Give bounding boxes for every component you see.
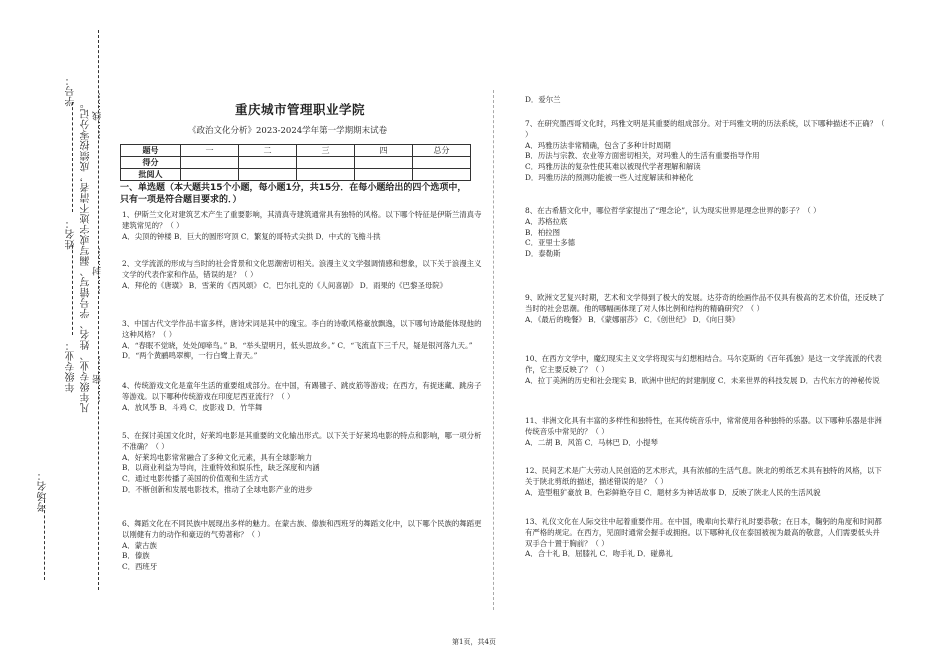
grader-row bbox=[121, 169, 471, 181]
grade-label: 年级专业： bbox=[66, 340, 77, 393]
question-options: A．合十礼 B．屈膝礼 C．吻手礼 D．碰鼻礼 bbox=[525, 549, 673, 559]
name-label: 姓名： bbox=[66, 218, 77, 250]
question-option: B．以商业利益为导向，注重特效和娱乐性，缺乏深度和内涵 bbox=[122, 463, 320, 473]
question-option: D．不断创新和发展电影技术，推动了全球电影产业的进步 bbox=[122, 484, 313, 494]
score-cell[interactable] bbox=[239, 157, 297, 169]
seal-feng-text: ……封…… bbox=[93, 247, 103, 295]
question-7 bbox=[525, 119, 885, 184]
question-stem: 1、伊斯兰文化对建筑艺术产生了重要影响，其清真寺建筑通常具有独特的风格。以下哪个特征是伊斯兰清真寺建筑常见的？（ ） bbox=[122, 210, 482, 230]
question-8 bbox=[525, 206, 885, 260]
score-table-header-row bbox=[121, 145, 471, 157]
question-5 bbox=[122, 431, 482, 496]
score-cell[interactable] bbox=[181, 157, 239, 169]
question-11 bbox=[525, 416, 885, 448]
grader-cell[interactable] bbox=[413, 169, 471, 181]
question-4 bbox=[122, 381, 482, 413]
binding-strip bbox=[0, 0, 110, 672]
student-id-label: 学号： bbox=[66, 75, 77, 107]
score-row-label: 得分 bbox=[121, 157, 181, 169]
question-stem: 8、在古希腊文化中，哪位哲学家提出了“理念论”，认为现实世界是理念世界的影子？（ ） bbox=[525, 206, 821, 215]
question-option: C．玛雅历法的复杂性使其难以被现代学者理解和解读 bbox=[525, 162, 701, 172]
question-stem: 9、欧洲文艺复兴时期，艺术和文学得到了极大的发展。达芬奇的绘画作品不仅具有极高的艺术价值，还反映了当时的社会思潮。他的哪幅画体现了对人体比例和结构的精确研究？（ ） bbox=[525, 293, 885, 313]
grader-row-label: 批阅人 bbox=[121, 169, 181, 181]
score-header-cell: 题号 bbox=[121, 145, 181, 157]
question-stem: 5、在探讨美国文化时，好莱坞电影是其重要的文化输出形式。以下关于好莱坞电影的特点和影响，哪一项分析不准确？（ ） bbox=[122, 431, 482, 451]
question-1 bbox=[122, 210, 482, 242]
score-header-cell: 总分 bbox=[413, 145, 471, 157]
section-heading: 一、单选题（本大题共15个小题，每小题1分，共15分．在每小题给出的四个选项中，只有一项是符合题目要求的．） bbox=[120, 183, 467, 205]
question-stem: 7、在研究墨西哥文化时，玛雅文明是其重要的组成部分。对于玛雅文明的历法系统，以下哪种描述不正确？（ ） bbox=[525, 119, 885, 139]
question-option: D．玛雅历法的预测功能被一些人过度解读和神秘化 bbox=[525, 172, 694, 182]
question-option: A．好莱坞电影常常融合了多种文化元素，具有全球影响力 bbox=[122, 452, 313, 462]
question-options: A．“春眠不觉晓，处处闻啼鸟。” B．“举头望明月，低头思故乡。” C．“飞流直下三千尺，疑是银河落九天。” D．“两个黄鹂鸣翠柳，一行白鹭上青天。” bbox=[122, 340, 473, 361]
question-6 bbox=[122, 519, 482, 573]
question-options: A．《最后的晚餐》 B．《蒙娜丽莎》 C．《创世纪》 D．《向日葵》 bbox=[525, 314, 740, 324]
exam-title: 《政治文化分析》2023-2024学年第一学期期末试卷 bbox=[188, 126, 388, 136]
question-3 bbox=[122, 319, 482, 362]
seal-line-text: ……线…… bbox=[93, 92, 103, 140]
question-2 bbox=[122, 259, 482, 291]
question-options: A．尖顶的钟楼 B．巨大的圆形穹顶 C．繁复的哥特式尖拱 D．中式的飞檐斗拱 bbox=[122, 231, 381, 241]
grader-cell[interactable] bbox=[181, 169, 239, 181]
name-line bbox=[72, 245, 73, 335]
question-stem: 2、文学流派的形成与当时的社会背景和文化思潮密切相关。浪漫主义文学强调情感和想象，以下关于浪漫主义文学的代表作家和作品，错误的是？（ ） bbox=[122, 259, 482, 279]
seal-mi-text: ……密…… bbox=[93, 355, 103, 403]
exam-room-label: 考场名： bbox=[38, 470, 49, 512]
question-option: D．爱尔兰 bbox=[525, 95, 561, 104]
score-header-cell: 三 bbox=[297, 145, 355, 157]
question-stem: 4、传统游戏文化是童年生活的重要组成部分。在中国，有踢毽子、跳皮筋等游戏；在西方，有捉迷藏、跳房子等游戏。以下哪种传统游戏在印度尼西亚流行？（ ） bbox=[122, 381, 482, 401]
question-12 bbox=[525, 466, 885, 498]
score-cell[interactable] bbox=[355, 157, 413, 169]
score-header-cell: 四 bbox=[355, 145, 413, 157]
score-cell[interactable] bbox=[413, 157, 471, 169]
question-options: A．拉丁美洲的历史和社会现实 B．欧洲中世纪的封建制度 C．未来世界的科技发展 D．古代东方的神秘传说 bbox=[525, 375, 880, 385]
question-option: D．泰勒斯 bbox=[525, 249, 561, 259]
question-stem: 10、在西方文学中，魔幻现实主义文学将现实与幻想相结合。马尔克斯的《百年孤独》是这一文学流派的代表作，它主要反映了？（ ） bbox=[525, 354, 882, 374]
question-options: A．二胡 B．风笛 C．马林巴 D．小提琴 bbox=[525, 437, 658, 447]
question-options: A．放风筝 B．斗鸡 C．皮影戏 D．竹竿舞 bbox=[122, 402, 263, 412]
grader-cell[interactable] bbox=[355, 169, 413, 181]
question-stem: 13、礼仪文化在人际交往中起着重要作用。在中国，晚辈向长辈行礼时要恭敬；在日本，鞠躬的角度和时间都有严格的规定。在西方，见面时通常会握手或拥抱。以下哪种礼仪在泰国被视为最高的敬意，人们需要低头并双手合十置于胸前？（ ） bbox=[525, 517, 882, 548]
question-option: C．西班牙 bbox=[122, 562, 158, 572]
question-stem: 3、中国古代文学作品丰富多样，唐诗宋词是其中的瑰宝。李白的诗歌风格豪放飘逸，以下哪句诗最能体现他的这种风格？（ ） bbox=[122, 319, 482, 339]
question-option: C．亚里士多德 bbox=[525, 238, 575, 248]
exam-room-line bbox=[44, 500, 45, 580]
question-9 bbox=[525, 293, 885, 325]
question-option: B．傣族 bbox=[122, 551, 150, 561]
question-stem: 6、舞蹈文化在不同民族中展现出多样的魅力。在蒙古族、傣族和西班牙的舞蹈文化中，以下哪个民族的舞蹈更以刚健有力的动作和豪迈的气势著称？（ ） bbox=[122, 519, 482, 539]
score-cell[interactable] bbox=[297, 157, 355, 169]
question-6-continued bbox=[525, 95, 885, 106]
score-header-cell: 二 bbox=[239, 145, 297, 157]
school-title: 重庆城市管理职业学院 bbox=[235, 102, 366, 117]
question-option: C．通过电影传播了美国的价值观和生活方式 bbox=[122, 474, 269, 484]
score-table bbox=[120, 144, 471, 181]
question-13 bbox=[525, 517, 885, 560]
student-id-line bbox=[72, 102, 73, 212]
grader-cell[interactable] bbox=[239, 169, 297, 181]
question-options: A．造型粗犷豪放 B．色彩鲜艳夺目 C．题材多为神话故事 D．反映了陕北人民的生活风貌 bbox=[525, 487, 821, 497]
question-stem: 11、非洲文化具有丰富的多样性和独特性，在其传统音乐中，常常使用各种独特的乐器。以下哪种乐器是非洲传统音乐中常见的？（ ） bbox=[525, 416, 882, 436]
question-option: B．柏拉图 bbox=[525, 227, 560, 237]
question-10 bbox=[525, 354, 885, 386]
question-option: A．蒙古族 bbox=[122, 540, 157, 550]
grader-cell[interactable] bbox=[297, 169, 355, 181]
page-footer: 第1页，共4页 bbox=[452, 638, 496, 646]
score-row bbox=[121, 157, 471, 169]
question-option: B．历法与宗教、农业等方面密切相关，对玛雅人的生活有重要指导作用 bbox=[525, 151, 760, 161]
binding-instructions: 凡年级专业、姓名、学号错写、漏写或字迹不清者，成绩按零分记。 bbox=[81, 98, 92, 413]
score-header-cell: 一 bbox=[181, 145, 239, 157]
question-stem: 12、民间艺术是广大劳动人民创造的艺术形式，具有浓郁的生活气息。陕北的剪纸艺术具有独特的风格，以下关于陕北剪纸的描述，描述错误的是？（ ） bbox=[525, 466, 882, 486]
question-option: A．玛雅历法非常精确，包含了多种计时周期 bbox=[525, 140, 671, 150]
question-options: A．拜伦的《唐璜》 B．雪莱的《西风颂》 C．巴尔扎克的《人间喜剧》 D．雨果的《巴黎圣母院》 bbox=[122, 280, 448, 290]
seal-dashed-line bbox=[98, 30, 99, 590]
question-option: A．苏格拉底 bbox=[525, 216, 568, 226]
column-divider bbox=[493, 90, 494, 610]
